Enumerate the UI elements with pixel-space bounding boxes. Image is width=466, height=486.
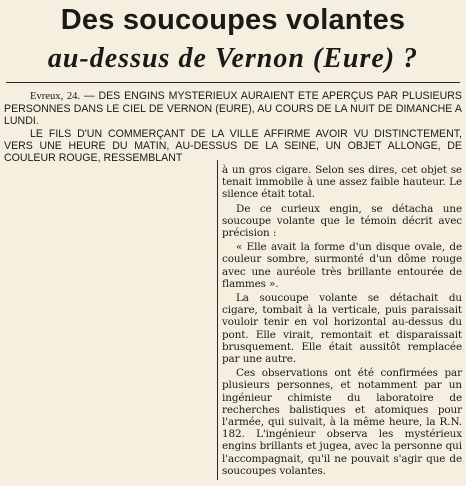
headline-divider [6, 82, 460, 83]
article-subheadline: au-dessus de Vernon (Eure) ? [47, 43, 419, 74]
column-divider [217, 160, 218, 480]
lead-paragraph-2: LE FILS D'UN COMMERÇANT DE LA VILLE AFFIRME AVOIR VU DISTINCTEMENT, VERS UNE HEURE DU MATIN, AU-DESSUS DE LA SEINE, UN OBJET ALLONGE, DE COULEUR ROUGE, RESSEMBLANT [4, 127, 462, 165]
body-paragraph-4: La soucoupe volante se détachait du cigare, tombait à la verticale, puis paraissait vouloir tenir en vol horizontal au-dessus du pont. Elle virait, remontait et disparaissait brusquement. Elle était aussitôt remplacée par une autre. [222, 292, 462, 366]
lead-paragraphs [4, 90, 462, 164]
lead-paragraph-1 [4, 90, 462, 128]
article-headline: Des soucoupes volantes [60, 4, 406, 36]
body-paragraph-1: à un gros cigare. Selon ses dires, cet objet se tenait immobile à une assez faible hauteur. Le silence était total. [222, 164, 462, 201]
dateline: Evreux, 24. [30, 91, 81, 102]
body-column [222, 164, 462, 479]
body-paragraph-5: Ces observations ont été confirmées par plusieurs personnes, et notamment par un ingénieur chimiste du laboratoire de recherches balistiques et atomiques pour l'armée, qui suivait, à la même heure, la R.N. 182. L'ingénieur observa les mystérieux engins brillants et jugea, avec la personne qui l'accompagnait, qu'il ne pouvait s'agir que de soucoupes volantes. [222, 367, 462, 477]
lead-text-1: — DES ENGINS MYSTERIEUX AURAIENT ETE APERÇUS PAR PLUSIEURS PERSONNES DANS LE CIEL DE VERNON (EURE), AU COURS DE LA NUIT DE DIMANCHE A LUNDI. [4, 90, 462, 128]
body-paragraph-3: « Elle avait la forme d'un disque ovale, de couleur sombre, surmonté d'un dôme rouge avec une auréole très brillante entourée de flammes ». [222, 241, 462, 290]
body-paragraph-2: De ce curieux engin, se détacha une soucoupe volante que le témoin décrit avec précision : [222, 202, 462, 240]
